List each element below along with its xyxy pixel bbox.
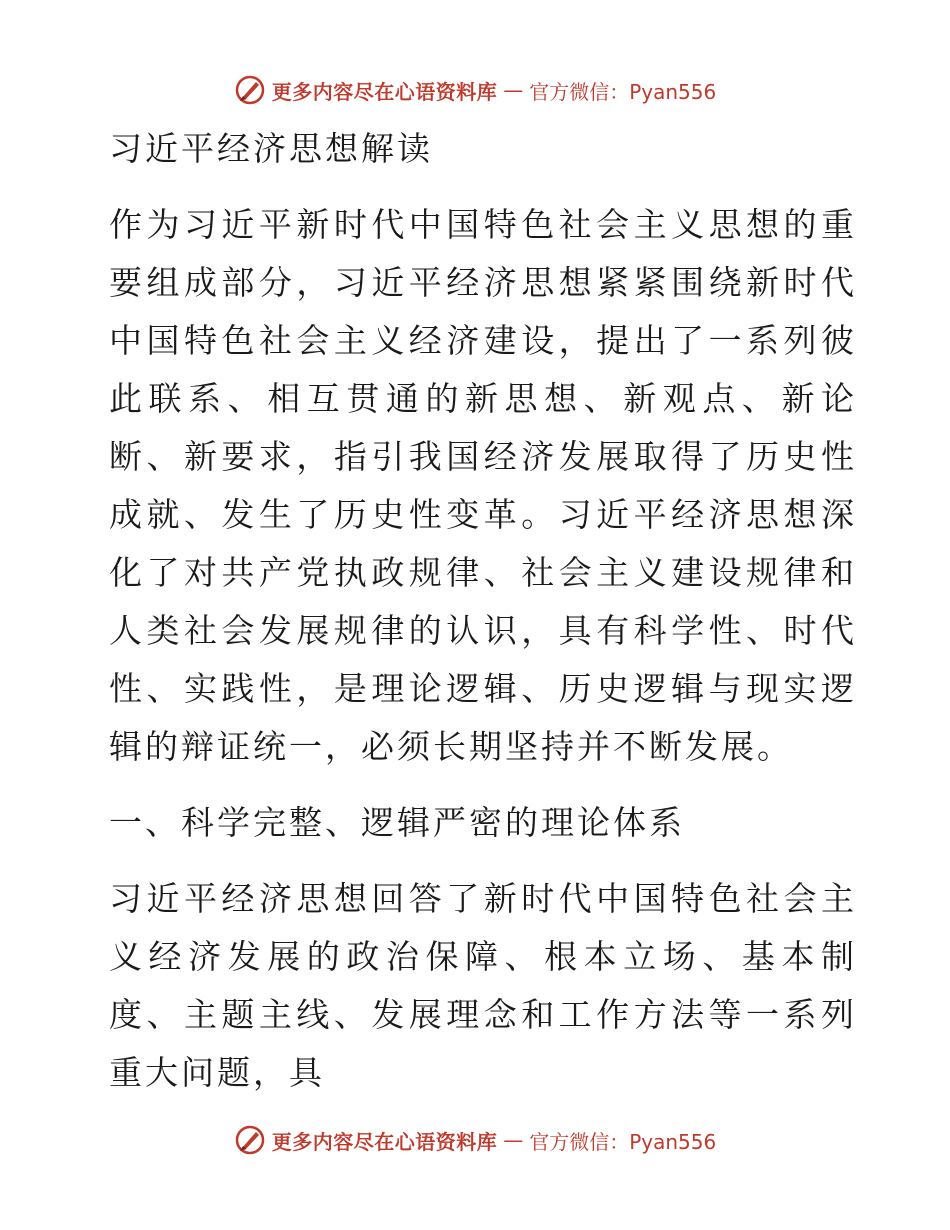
paragraph-section-1: 习近平经济思想回答了新时代中国特色社会主义经济发展的政治保障、根本立场、基本制度、主题主线、发展理念和工作方法等一系列重大问题，具 [109,879,857,1092]
watermark-wechat-text: 官方微信：Pyan556 [529,1129,717,1154]
section-heading-1: 一、科学完整、逻辑严密的理论体系 [109,803,685,842]
document-body [97,120,857,1102]
watermark-separator: — [503,78,524,102]
quill-pen-logo-icon [234,1124,266,1156]
watermark-wechat-text: 官方微信：Pyan556 [529,79,717,104]
watermark-main-text: 更多内容尽在心语资料库 [271,79,498,104]
watermark-main-text: 更多内容尽在心语资料库 [271,1129,498,1154]
watermark-separator: — [503,1128,524,1152]
header-watermark [0,70,950,110]
footer-watermark [0,1120,950,1160]
paragraph-intro: 作为习近平新时代中国特色社会主义思想的重要组成部分，习近平经济思想紧紧围绕新时代中国特色社会主义经济建设，提出了一系列彼此联系、相互贯通的新思想、新观点、新论断、新要求，指引我国经济发展取得了历史性成就、发生了历史性变革。习近平经济思想深化了对共产党执政规律、社会主义建设规律和人类社会发展规律的认识，具有科学性、时代性、实践性，是理论逻辑、历史逻辑与现实逻辑的辩证统一，必须长期坚持并不断发展。 [109,205,857,766]
quill-pen-logo-icon [234,74,266,106]
document-title: 习近平经济思想解读 [109,129,433,168]
